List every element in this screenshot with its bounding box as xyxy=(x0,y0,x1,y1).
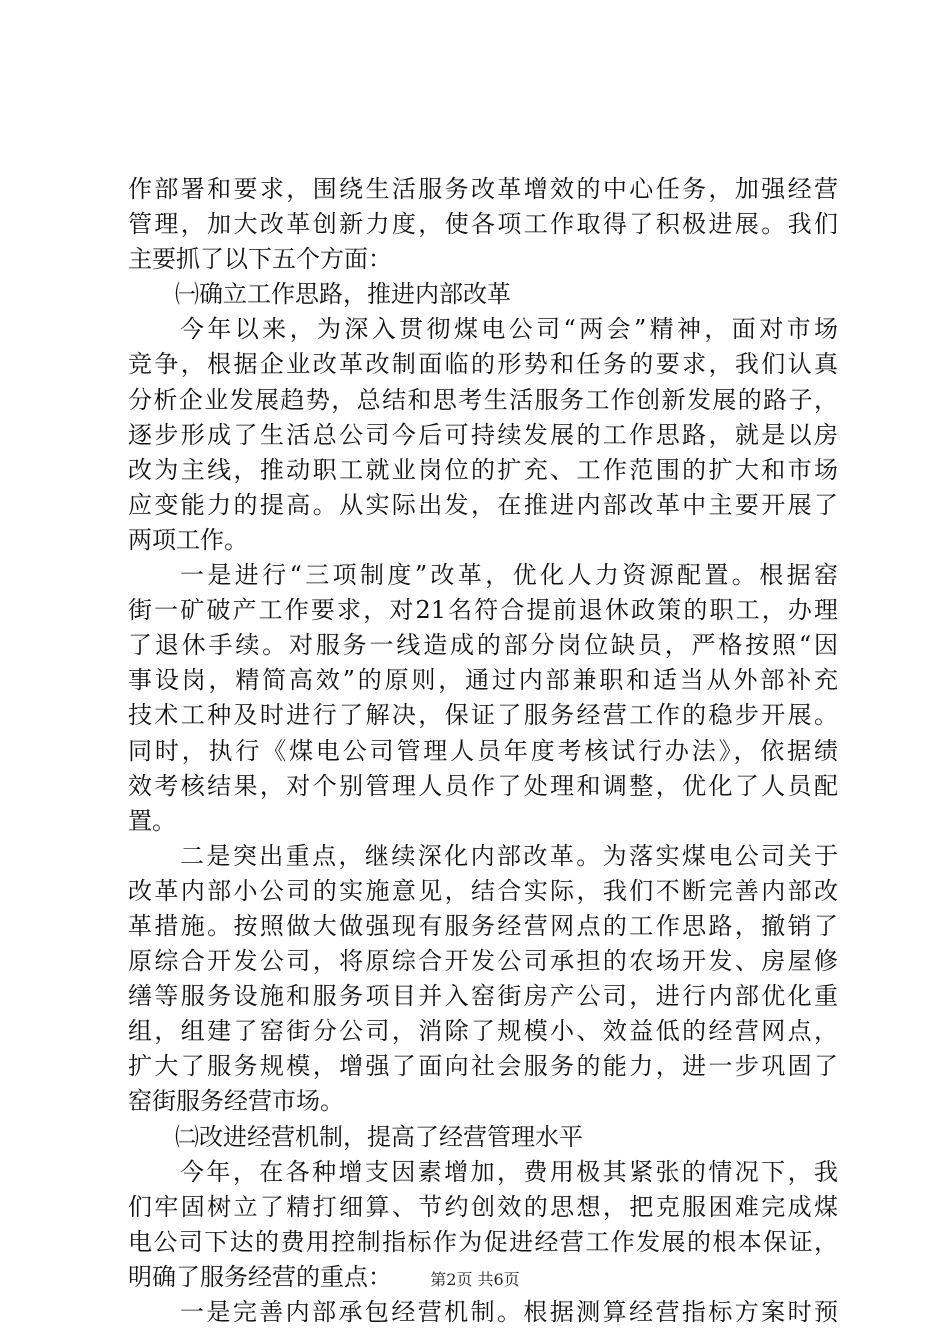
paragraph-line: 技术工种及时进行了解决，保证了服务经营工作的稳步开展。 xyxy=(128,701,838,730)
page-footer xyxy=(0,1270,950,1290)
paragraph-line: 应变能力的提高。从实际出发，在推进内部改革中主要开展了 xyxy=(128,490,838,519)
paragraph-line: 今年以来，为深入贯彻煤电公司“两会”精神，面对市场 xyxy=(180,315,838,344)
paragraph-line: 缮等服务设施和服务项目并入窑街房产公司，进行内部优化重 xyxy=(128,982,838,1011)
document-body xyxy=(128,172,838,1330)
paragraph-line: 主要抓了以下五个方面： xyxy=(128,245,392,274)
paragraph-line: 一是完善内部承包经营机制。根据测算经营指标方案时预 xyxy=(180,1298,838,1326)
paragraph-line: 改为主线，推动职工就业岗位的扩充、工作范围的扩大和市场 xyxy=(128,455,838,484)
paragraph-line: 街一矿破产工作要求，对21名符合提前退休政策的职工，办理 xyxy=(128,596,838,625)
paragraph-line: 事设岗，精简高效”的原则，通过内部兼职和适当从外部补充 xyxy=(128,666,838,695)
paragraph-line: 明确了服务经营的重点： xyxy=(128,1262,392,1291)
paragraph-line: 原综合开发公司，将原综合开发公司承担的农场开发、房屋修 xyxy=(128,947,838,976)
paragraph-line: 逐步形成了生活总公司今后可持续发展的工作思路，就是以房 xyxy=(128,420,838,449)
paragraph-line: 置。 xyxy=(128,806,176,835)
paragraph-line: 效考核结果，对个别管理人员作了处理和调整，优化了人员配 xyxy=(128,771,838,800)
paragraph-line: 电公司下达的费用控制指标作为促进经营工作发展的根本保证， xyxy=(128,1227,838,1256)
page-number-label: 第2页 共6页 xyxy=(430,1270,520,1289)
paragraph-line: 组，组建了窑街分公司，消除了规模小、效益低的经营网点， xyxy=(128,1017,838,1046)
section-heading: ㈡改进经营机制，提高了经营管理水平 xyxy=(175,1122,583,1151)
paragraph-line: 今年，在各种增支因素增加，费用极其紧张的情况下，我 xyxy=(180,1157,838,1186)
section-heading: ㈠确立工作思路，推进内部改革 xyxy=(175,280,511,309)
paragraph-line: 一是进行“三项制度”改革，优化人力资源配置。根据窑 xyxy=(180,561,838,590)
paragraph-line: 窑街服务经营市场。 xyxy=(128,1087,344,1116)
paragraph-line: 改革内部小公司的实施意见，结合实际，我们不断完善内部改 xyxy=(128,876,838,905)
paragraph-line: 二是突出重点，继续深化内部改革。为落实煤电公司关于 xyxy=(180,841,838,870)
paragraph-line: 扩大了服务规模，增强了面向社会服务的能力，进一步巩固了 xyxy=(128,1052,838,1081)
paragraph-line: 竞争，根据企业改革改制面临的形势和任务的要求，我们认真 xyxy=(128,350,838,379)
paragraph-line: 作部署和要求，围绕生活服务改革增效的中心任务，加强经营 xyxy=(128,175,838,203)
paragraph-line: 革措施。按照做大做强现有服务经营网点的工作思路，撤销了 xyxy=(128,911,838,940)
paragraph-line: 同时，执行《煤电公司管理人员年度考核试行办法》，依据绩 xyxy=(128,736,838,765)
paragraph-line: 了退休手续。对服务一线造成的部分岗位缺员，严格按照“因 xyxy=(128,631,838,660)
paragraph-line: 分析企业发展趋势，总结和思考生活服务工作创新发展的路子， xyxy=(128,385,838,414)
paragraph-line: 们牢固树立了精打细算、节约创效的思想，把克服困难完成煤 xyxy=(128,1192,838,1221)
paragraph-line: 管理，加大改革创新力度，使各项工作取得了积极进展。我们 xyxy=(128,210,838,239)
paragraph-line: 两项工作。 xyxy=(128,525,248,554)
